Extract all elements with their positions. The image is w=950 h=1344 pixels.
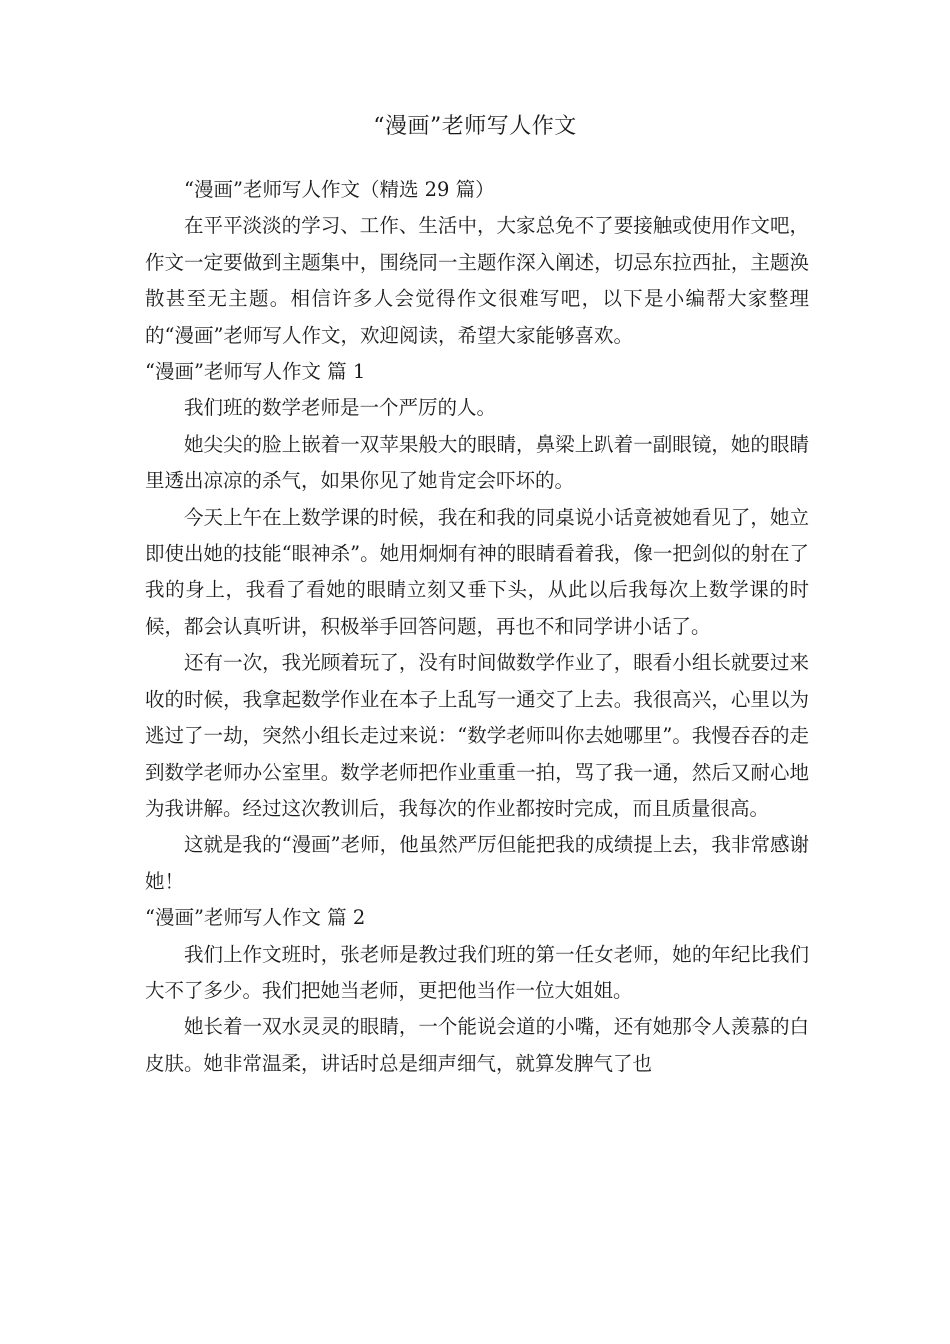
document-subtitle: “漫画”老师写人作文（精选 29 篇） [184, 178, 495, 201]
paragraph: 这就是我的“漫画”老师，他虽然严厉但能把我的成绩提上去，我非常感谢她！ [145, 833, 809, 893]
paragraph: 我们班的数学老师是一个严厉的人。 [184, 396, 497, 420]
section-heading-2: “漫画”老师写人作文 篇 2 [145, 906, 366, 930]
document-title: “漫画”老师写人作文 [373, 114, 577, 139]
paragraph: 今天上午在上数学课的时候，我在和我的同桌说小话竟被她看见了，她立即使出她的技能“眼神杀”。她用炯炯有神的眼睛看着我，像一把剑似的射在了我的身上，我看了看她的眼睛立刻又垂下头，从此以后我每次上数学课的时候，都会认真听讲，积极举手回答问题，再也不和同学讲小话了。 [145, 505, 809, 638]
paragraph: 她长着一双水灵灵的眼睛，一个能说会道的小嘴，还有她那令人羡慕的白皮肤。她非常温柔，讲话时总是细声细气，就算发脾气了也 [145, 1015, 809, 1075]
paragraph: 她尖尖的脸上嵌着一双苹果般大的眼睛，鼻梁上趴着一副眼镜，她的眼睛里透出凉凉的杀气，如果你见了她肯定会吓坏的。 [145, 432, 809, 493]
document-body [145, 172, 809, 1082]
intro-paragraph: 在平平淡淡的学习、工作、生活中，大家总免不了要接触或使用作文吧，作文一定要做到主题集中，围绕同一主题作深入阐述，切忌东拉西扯，主题涣散甚至无主题。相信许多人会觉得作文很难写吧，以下是小编帮大家整理的“漫画”老师写人作文，欢迎阅读，希望大家能够喜欢。 [145, 214, 809, 347]
section-heading-1: “漫画”老师写人作文 篇 1 [145, 360, 366, 384]
paragraph: 还有一次，我光顾着玩了，没有时间做数学作业了，眼看小组长就要过来收的时候，我拿起数学作业在本子上乱写一通交了上去。我很高兴，心里以为逃过了一劫，突然小组长走过来说：“数学老师叫你去她哪里”。我慢吞吞的走到数学老师办公室里。数学老师把作业重重一拍，骂了我一通，然后又耐心地为我讲解。经过这次教训后，我每次的作业都按时完成，而且质量很高。 [145, 651, 809, 820]
paragraph: 我们上作文班时，张老师是教过我们班的第一任女老师，她的年纪比我们大不了多少。我们把她当老师，更把他当作一位大姐姐。 [145, 942, 809, 1002]
